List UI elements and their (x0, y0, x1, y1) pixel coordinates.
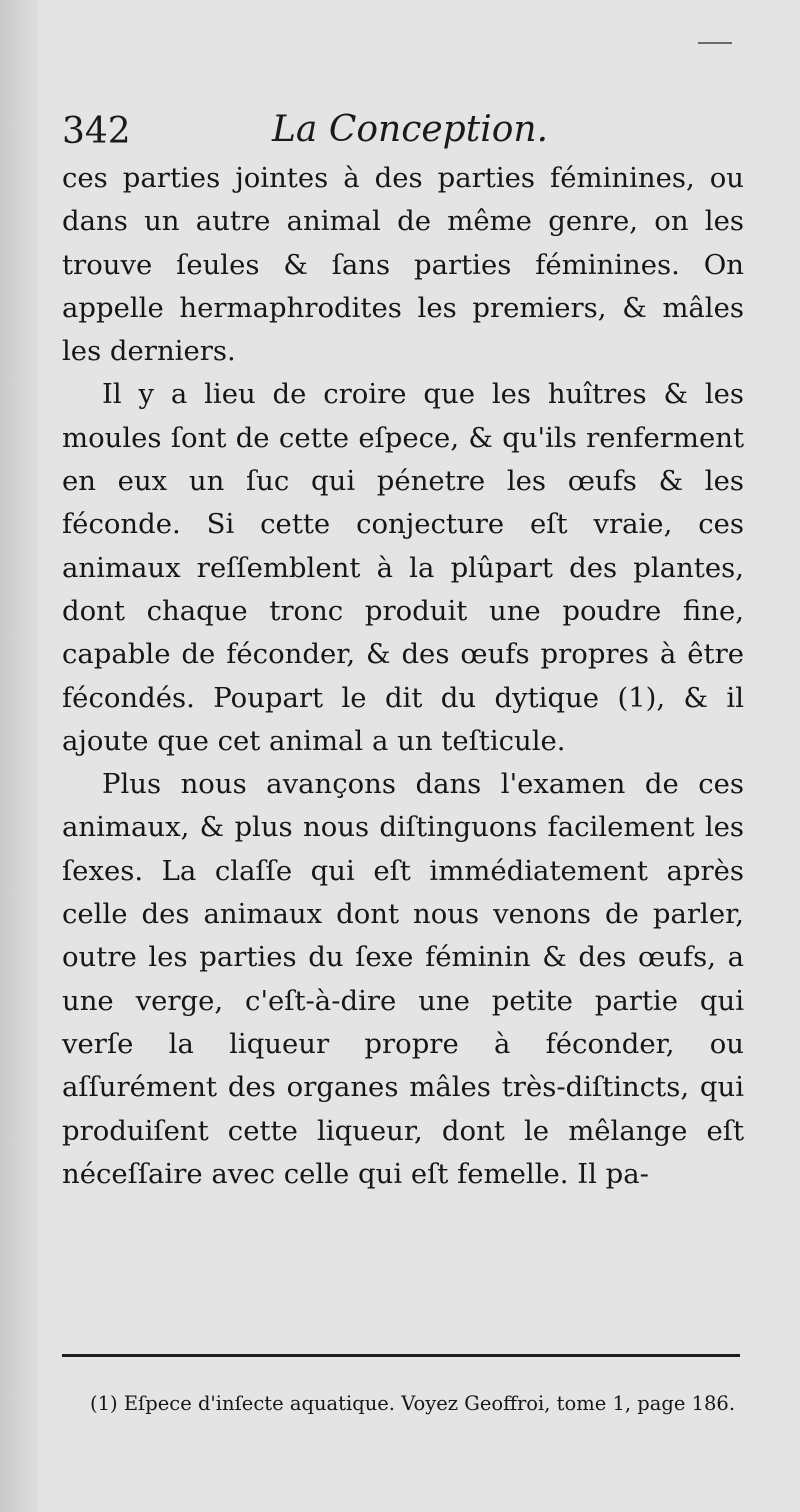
paragraph-3: Plus nous avançons dans l'examen de ces animaux, & plus nous diſtinguons facilement les ſexes. La claſſe qui eſt immédiatement après celle des animaux dont nous venons de parler, outre les parties du ſexe féminin & des œufs, a une verge, c'eſt-à-dire une petite partie qui verſe la liqueur propre à féconder, ou aſſurément des organes mâles très-diſtincts, qui produiſent cette liqueur, dont le mêlange eſt néceſſaire avec celle qui eſt femelle. Il pa- (62, 768, 744, 1190)
paragraph-2: Il y a lieu de croire que les huîtres & les moules ſont de cette eſpece, & qu'ils renferment en eux un ſuc qui pénetre les œufs & les féconde. Si cette conjecture eſt vraie, ces animaux reſſemblent à la plûpart des plantes, dont chaque tronc produit une poudre fine, capable de féconder, & des œufs propres à être fécondés. Poupart le dit du dytique (1), & il ajoute que cet animal a un teſticule. (62, 378, 744, 757)
running-title: La Conception. (272, 109, 549, 150)
footnote (62, 1385, 744, 1422)
footnote-text: (1) Eſpece d'inſecte aquatique. Voyez Geoffroi, tome 1, page 186. (90, 1392, 736, 1415)
ink-mark (698, 42, 732, 44)
body-text (62, 157, 744, 1196)
paragraph-1: ces parties jointes à des parties féminines, ou dans un autre animal de même genre, on les trouve ſeules & ſans parties féminines. On appelle hermaphrodites les premiers, & mâles les derniers. (62, 162, 744, 368)
footnote-rule (62, 1354, 740, 1357)
page-gutter-shadow (0, 0, 38, 1512)
page-number: 342 (62, 111, 131, 152)
